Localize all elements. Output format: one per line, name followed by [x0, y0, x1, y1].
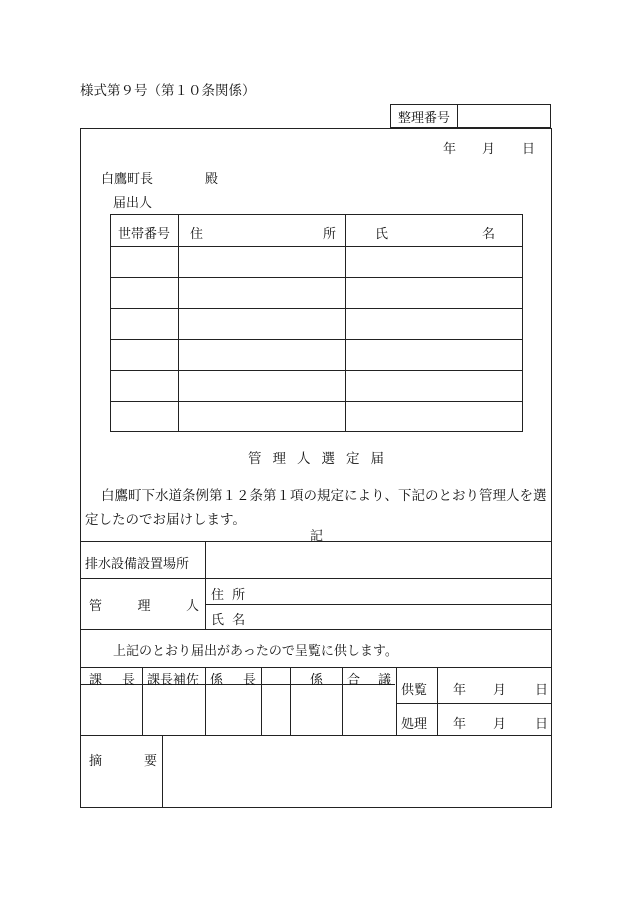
submitter-label: 届出人 — [113, 196, 153, 211]
shori-label: 処理 — [401, 717, 428, 732]
reference-number-box — [390, 104, 551, 128]
kakari-label: 係 — [310, 673, 324, 688]
table-row-divider — [111, 401, 522, 402]
reference-number-label: 整理番号 — [391, 105, 458, 127]
table-row-divider — [111, 277, 522, 278]
remarks-field[interactable] — [163, 736, 551, 806]
divider — [142, 667, 143, 735]
addressee-name: 白鷹町長 — [101, 172, 154, 187]
kyoran-year: 年 — [453, 683, 467, 698]
table-row-divider — [111, 308, 522, 309]
document-title: 管 理 人 選 定 届 — [248, 451, 384, 467]
manager-address-label: 住 所 — [211, 588, 246, 603]
location-field[interactable] — [206, 542, 551, 578]
table-row-divider — [111, 370, 522, 371]
divider — [81, 667, 551, 668]
kyoran-label: 供覧 — [401, 683, 428, 698]
manager-label: 管 理 人 — [89, 599, 199, 614]
shori-month: 月 — [493, 717, 507, 732]
kacho-label: 課 長 — [89, 673, 135, 688]
gougi-label: 合 議 — [347, 673, 391, 688]
report-text: 上記のとおり届出があったので呈覧に供します。 — [113, 644, 398, 659]
manager-address-field[interactable] — [261, 579, 551, 603]
table-row-divider — [111, 339, 522, 340]
divider — [396, 703, 551, 704]
ki-label: 記 — [310, 529, 324, 544]
body-text-line2: 定したのでお届けします。 — [85, 512, 246, 528]
divider — [205, 667, 206, 735]
reference-number-field[interactable] — [458, 105, 550, 127]
addressee-honorific: 殿 — [205, 172, 219, 187]
household-table — [110, 214, 523, 432]
table-row-divider — [111, 246, 522, 247]
col-address: 住 所 — [190, 227, 336, 242]
divider — [178, 215, 179, 431]
col-household-number: 世帯番号 — [118, 227, 171, 242]
divider — [437, 667, 438, 735]
date-year: 年 — [443, 142, 457, 157]
location-label: 排水設備設置場所 — [85, 557, 190, 572]
col-name: 氏 名 — [375, 227, 495, 242]
date-month: 月 — [482, 142, 496, 157]
divider — [342, 667, 343, 735]
kakaricho-label: 係 長 — [210, 673, 256, 688]
kyoran-day: 日 — [535, 683, 549, 698]
shori-day: 日 — [535, 717, 549, 732]
kacho-hosa-label: 課長補佐 — [147, 673, 200, 688]
divider — [396, 667, 397, 735]
manager-name-label: 氏 名 — [211, 613, 246, 628]
date-day: 日 — [522, 142, 536, 157]
divider — [261, 667, 262, 735]
manager-name-field[interactable] — [261, 605, 551, 629]
remarks-label: 摘 要 — [89, 754, 157, 769]
kyoran-month: 月 — [493, 683, 507, 698]
shori-year: 年 — [453, 717, 467, 732]
body-text-line1: 白鷹町下水道条例第１２条第１項の規定により、下記のとおり管理人を選 — [101, 488, 547, 504]
divider — [81, 629, 551, 630]
divider — [345, 215, 346, 431]
divider — [290, 667, 291, 735]
form-number-title: 様式第９号（第１０条関係） — [80, 83, 256, 99]
